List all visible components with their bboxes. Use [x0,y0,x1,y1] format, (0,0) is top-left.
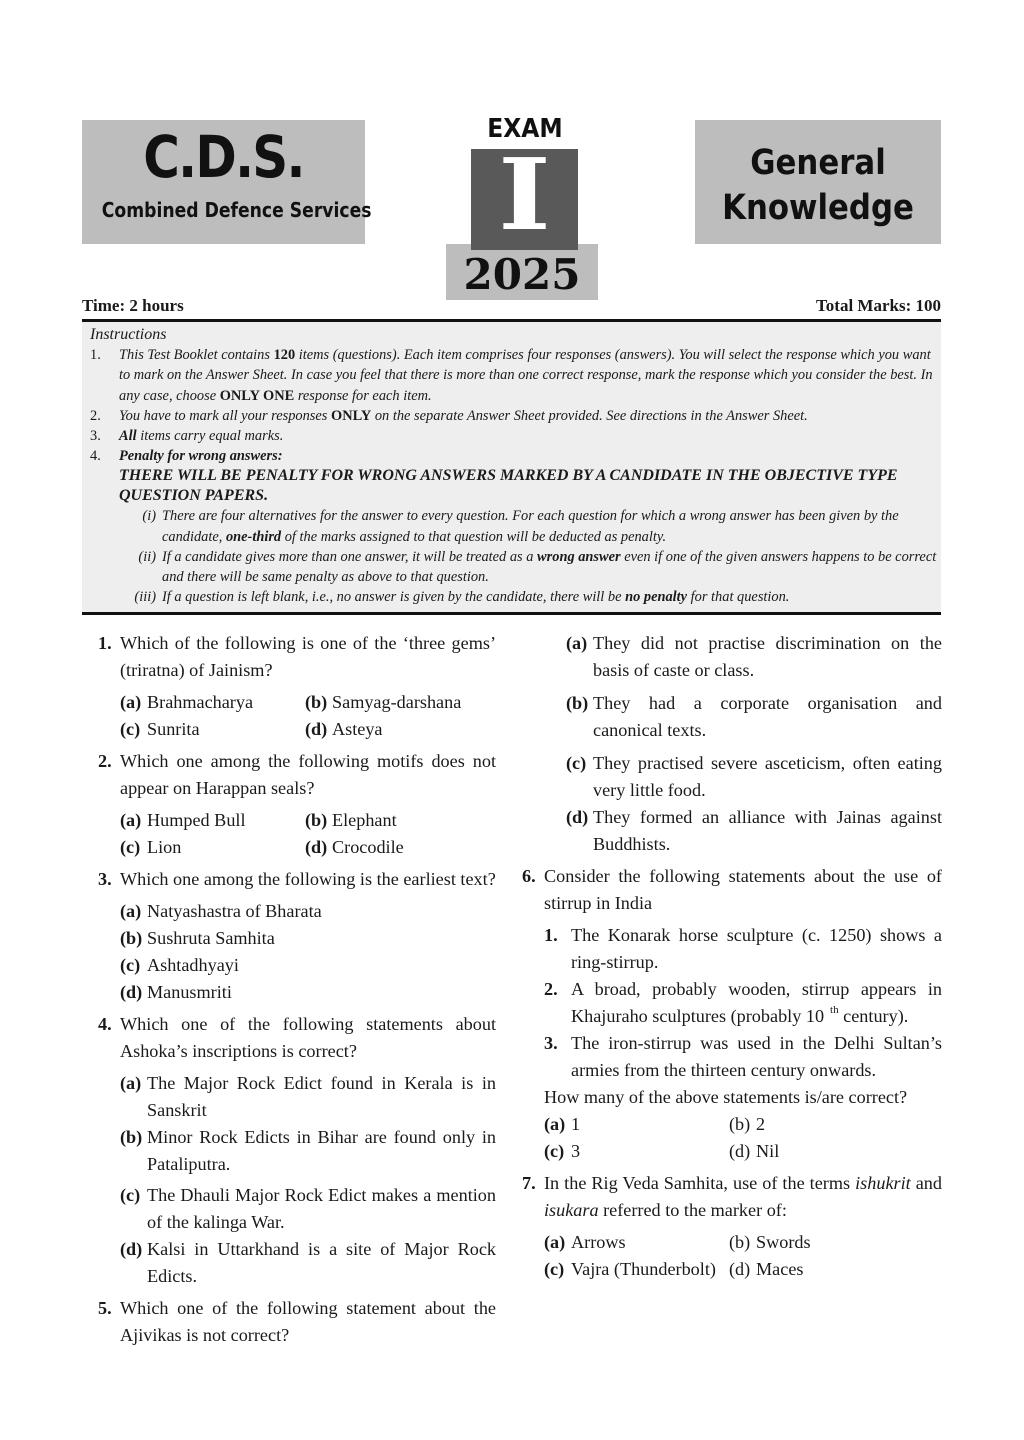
instruction-number: 2. [90,407,101,424]
instruction-number: 1. [90,347,101,364]
penalty-rule-text: for that question. [687,589,790,606]
question-number: 3. [98,869,112,889]
option[interactable] [544,1111,729,1138]
subject-line-2: Knowledge [722,188,914,228]
option-text: Crocodile [332,837,404,857]
exam-number: I [498,138,551,253]
subject-box [695,120,941,244]
statement [522,922,942,976]
penalty-rule-text: of the marks assigned to that question will be deducted as penalty. [281,528,667,545]
instruction-number: 4. [90,448,101,465]
option-label: (b) [729,1114,751,1134]
option-label: (a) [120,901,142,921]
instruction-text: response for each item. [294,387,432,404]
question-text: Which one of the following statements about Ashoka’s inscriptions is correct? [120,1014,496,1061]
option-text: Elephant [332,810,397,830]
option-label: (b) [120,1127,143,1147]
option-label: (c) [120,955,141,975]
question-term: isukara [544,1200,599,1220]
option[interactable] [120,834,305,861]
instruction-item [90,426,938,446]
option[interactable] [120,979,496,1006]
instruction-text: This Test Booklet contains [119,347,274,364]
instruction-emphasis: All [119,428,137,445]
question-column-right [522,630,942,1283]
question-7 [522,1170,942,1283]
option-label: (d) [566,807,589,827]
question-number: 1. [98,633,112,653]
question-2 [98,748,496,861]
question-text: In the Rig Veda Samhita, use of the terms [544,1173,856,1193]
option[interactable] [544,1138,729,1165]
instruction-text: You have to mark all your responses [119,407,331,424]
option[interactable] [729,1256,942,1283]
option[interactable] [566,750,942,804]
question-text: Which one among the following is the earliest text? [120,869,496,889]
option[interactable] [120,1124,496,1178]
option[interactable] [120,716,305,743]
option-label: (c) [544,1259,565,1279]
question-text: Which of the following is one of the ‘three gems’ (triratna) of Jainism? [120,633,496,680]
option-text: Manusmriti [147,982,232,1002]
question-number: 5. [98,1298,112,1318]
question-prompt: How many of the above statements is/are correct? [544,1087,908,1107]
option[interactable] [729,1138,942,1165]
option-text: They had a corporate organisation and canonical texts. [593,693,942,740]
option[interactable] [305,807,496,834]
penalty-rule-number: (i) [142,508,156,525]
option-text: 1 [571,1114,581,1134]
instruction-item [90,406,938,426]
option-text: Asteya [332,719,383,739]
option[interactable] [120,1236,496,1290]
statement-text: A broad, probably wooden, stirrup appears in Khajuraho sculptures (probably 10 [571,979,942,1026]
question-5 [98,1295,496,1349]
option-text: Arrows [571,1232,626,1252]
option-label: (c) [544,1141,565,1161]
question-3 [98,866,496,1006]
exam-time: Time: 2 hours [82,296,184,315]
exam-brand-box [82,120,372,244]
penalty-rule-emphasis: one-third [225,528,282,545]
statement-text: The iron-stirrup was used in the Delhi Sultan’s armies from the thirteen century onwards. [571,1033,942,1080]
option-text: Sunrita [147,719,200,739]
instruction-number: 3. [90,428,101,445]
option[interactable] [120,898,496,925]
option-text: They did not practise discrimination on the basis of caste or class. [593,633,942,680]
question-text: and [910,1173,942,1193]
option-text: Brahmacharya [147,692,254,712]
option[interactable] [566,630,942,684]
option-label: (d) [305,837,328,857]
penalty-rule [90,547,938,587]
option-label: (a) [120,1073,142,1093]
option[interactable] [120,689,305,716]
instruction-emphasis: ONLY [331,407,372,424]
penalty-rule-emphasis: wrong answer [537,548,621,565]
option-label: (d) [305,719,328,739]
option-text: The Dhauli Major Rock Edict makes a mention of the kalinga War. [147,1185,496,1232]
question-1 [98,630,496,743]
option-label: (c) [566,753,587,773]
penalty-heading: Penalty for wrong answers: [119,448,283,465]
question-text: Which one among the following motifs does not appear on Harappan seals? [120,751,496,798]
statement-number: 3. [544,1033,558,1053]
question-number: 7. [522,1173,536,1193]
option-label: (d) [120,1239,143,1259]
option-label: (b) [120,928,143,948]
option-label: (a) [544,1114,566,1134]
statement-text: century). [838,1006,909,1026]
exam-number-box [471,138,578,253]
option-text: 2 [756,1114,766,1134]
instruction-text: on the separate Answer Sheet provided. See directions in the Answer Sheet. [371,407,808,424]
option[interactable] [305,716,496,743]
option-text: They formed an alliance with Jainas against Buddhists. [593,807,942,854]
option[interactable] [120,952,496,979]
statement-text: The Konarak horse sculpture (c. 1250) shows a ring-stirrup. [571,925,942,972]
option-label: (a) [120,692,142,712]
option-label: (b) [729,1232,751,1252]
brand-subtitle: Combined Defence Services [101,198,372,222]
option-text: Samyag-darshana [332,692,462,712]
option-label: (c) [120,719,141,739]
question-number: 6. [522,866,536,886]
option-text: Lion [147,837,182,857]
question-text: Consider the following statements about the use of stirrup in India [544,866,942,913]
instruction-item [90,345,938,406]
exam-year: 2025 [463,250,581,299]
option-text: 3 [571,1141,581,1161]
penalty-rule-number: (ii) [138,548,156,565]
instruction-item [90,446,938,466]
option-text: Swords [756,1232,811,1252]
penalty-rule-emphasis: no penalty [625,589,688,606]
option-label: (b) [305,692,328,712]
total-marks: Total Marks: 100 [816,296,941,315]
penalty-rule-text: If a candidate gives more than one answer, it will be treated as a [162,548,538,565]
divider-bottom [82,612,941,615]
penalty-rule-number: (iii) [134,589,156,606]
brand-title: C.D.S. [143,123,304,191]
option-text: Ashtadhyayi [147,955,239,975]
option-text: Natyashastra of Bharata [147,901,322,921]
option-label: (c) [120,837,141,857]
statement-number: 1. [544,925,558,945]
option-text: Maces [756,1259,804,1279]
question-number: 4. [98,1014,112,1034]
penalty-notice: THERE WILL BE PENALTY FOR WRONG ANSWERS MARKED BY A CANDIDATE IN THE OBJECTIVE TYPE QUESTION PAPERS. [119,467,898,505]
subject-line-1: General [750,143,886,183]
instructions [90,325,938,607]
question-text: Which one of the following statement about the Ajivikas is not correct? [120,1298,496,1345]
exam-label: EXAM [487,114,563,144]
option[interactable] [120,925,496,952]
question-term: ishukrit [855,1173,911,1193]
option[interactable] [729,1229,942,1256]
question-column-left [98,630,496,1354]
option-label: (d) [120,982,143,1002]
instruction-text: items carry equal marks. [136,428,284,445]
option[interactable] [729,1111,942,1138]
statement [522,1030,942,1084]
option-label: (b) [305,810,328,830]
question-number: 2. [98,751,112,771]
penalty-rule-text: even if one of the given answers happens to be correct and there will be same penalty as above to that question. [162,548,937,586]
option-text: Kalsi in Uttarkhand is a site of Major Rock Edicts. [147,1239,496,1286]
option[interactable] [566,804,942,858]
statement-number: 2. [544,979,558,999]
option[interactable] [120,807,305,834]
option-label: (d) [729,1141,751,1161]
option-label: (c) [120,1185,141,1205]
option[interactable] [305,689,496,716]
option-label: (a) [120,810,142,830]
option-text: Vajra (Thunderbolt) [571,1259,716,1279]
option-text: Humped Bull [147,810,246,830]
option-label: (b) [566,693,589,713]
question-text: referred to the marker of: [598,1200,787,1220]
instructions-title: Instructions [90,326,167,343]
statement [522,976,942,1030]
question-5-options [544,630,942,858]
penalty-rule-text: There are four alternatives for the answer to every question. For each question for which a wrong answer has been given by the candidate, [162,508,899,545]
instruction-emphasis: 120 [273,347,296,364]
instruction-text: items (questions). Each item comprises four responses (answers). You will select the response which you want to mark on the Answer Sheet. In case you feel that there is more than one correct response, mark the response which you consider the best. In any case, choose [119,347,933,404]
superscript: th [830,1004,839,1016]
option-text: Sushruta Samhita [147,928,275,948]
option-text: They practised severe asceticism, often eating very little food. [593,753,942,800]
option[interactable] [566,690,942,744]
option-text: Nil [756,1141,780,1161]
option[interactable] [120,1182,496,1236]
option-label: (d) [729,1259,751,1279]
penalty-rule [90,506,938,546]
instruction-emphasis: ONLY ONE [219,387,295,404]
option-label: (a) [544,1232,566,1252]
option-label: (a) [566,633,588,653]
penalty-rule [90,587,938,607]
option-text: Minor Rock Edicts in Bihar are found only in Pataliputra. [147,1127,496,1174]
penalty-rule-text: If a question is left blank, i.e., no answer is given by the candidate, there will be [162,589,626,606]
option[interactable] [544,1229,729,1256]
option[interactable] [120,1070,496,1124]
option-text: The Major Rock Edict found in Kerala is in Sanskrit [147,1073,496,1120]
option[interactable] [305,834,496,861]
question-6 [522,863,942,1165]
option[interactable] [544,1256,729,1283]
question-4 [98,1011,496,1290]
